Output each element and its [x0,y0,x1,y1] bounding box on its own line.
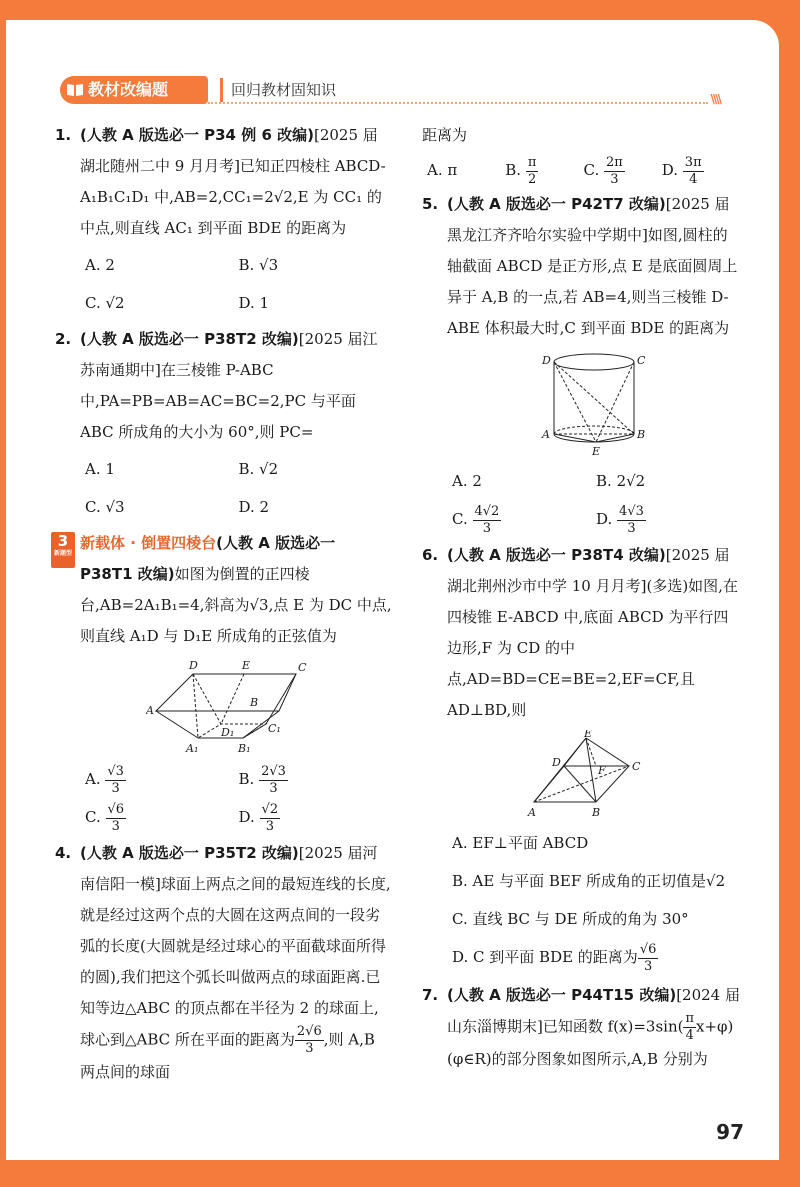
page-number: 97 [716,1120,744,1144]
option-letter: B. [238,770,255,788]
denominator: 3 [111,818,120,834]
options [447,824,740,976]
denominator: 3 [610,171,619,187]
option-d[interactable] [239,798,393,836]
fraction [473,504,502,537]
question-text: [2025 届河南信阳一模]球面上两点之间的最短连线的长度,就是经过这两个点的大圆在这两点间的一段劣弧的长度(大圆就是经过球心的平面截球面所得的圆),我们把这个弧长叫做两点的球面距离.已知等边△ABC 的顶点都在半径为 2 的球面上,球心到△ABC 所在平面的距离为 [80,844,391,1049]
badge-text: 新题型 [53,550,72,557]
fraction [295,1024,324,1057]
option-letter: B. [596,472,612,490]
question-text: 如图为倒置的正四棱台,AB=2A₁B₁=4,斜高为√3,点 E 为 DC 中点,则直线 A₁D 与 D₁E 所成角的正弦值为 [80,565,392,645]
fraction [617,504,646,537]
denominator: 3 [627,520,636,536]
question-4-continued [422,120,740,189]
options [80,760,392,836]
question-text-cont: ,则 A,B 两点间的球面 [80,1030,375,1081]
option-c[interactable] [85,798,239,836]
option-d[interactable]: D. 1 [238,294,270,312]
numerator: π [685,1011,695,1026]
fig-label: A [527,806,536,819]
question-3 [55,528,392,836]
question-4 [55,838,392,1088]
cylinder-figure [534,348,654,458]
numerator: 2√3 [261,763,286,779]
section-subtitle: 回归教材固知识 [220,78,336,102]
option-a[interactable] [452,462,596,500]
option-b[interactable]: B. AE 与平面 BEF 所成角的正切值是√2 [452,872,726,890]
option-letter: C. [452,510,468,528]
numerator: 4√2 [474,503,500,519]
denominator: 3 [269,780,278,796]
question-source: (人教 A 版选必一 P35T2 改编) [80,844,299,862]
question-text: [2025 届江苏南通期中]在三棱锥 P-ABC 中,PA=PB=AB=AC=BC=2,PC 与平面 ABC 所成角的大小为 60°,则 PC= [80,330,378,441]
fig-label: C [298,661,307,674]
header-decoration: \\\\ [710,92,720,106]
fraction [638,942,659,975]
option-c[interactable] [452,500,596,538]
fraction [683,155,704,188]
numerator: √2 [261,801,279,817]
fig-label: C [631,760,640,773]
option-value: π [447,161,458,179]
question-number: 5. [422,195,439,213]
fraction [106,802,127,835]
option-letter: C. [583,161,600,179]
denominator: 4 [685,1028,694,1043]
fraction [105,764,126,797]
option-d[interactable]: D. 2 [238,498,270,516]
options [80,450,392,526]
left-column [55,120,392,1088]
question-tag: 新载体 · 倒置四棱台 [80,534,217,552]
option-c[interactable]: C. √3 [85,498,125,516]
fig-label: B₁ [238,742,251,755]
fig-label: E [591,445,600,458]
option-b[interactable] [505,151,583,189]
question-number: 2. [55,330,72,348]
section-header [60,76,720,104]
option-value: 2 [472,472,482,490]
fraction [604,155,625,188]
question-6 [422,540,740,976]
fig-label: D₁ [221,726,235,739]
option-a[interactable]: A. EF⊥平面 ABCD [452,834,589,852]
fig-label: E [242,659,251,672]
numerator: 3π [684,154,702,170]
book-icon [66,82,84,97]
numerator: √3 [107,763,124,779]
question-number: 1. [55,126,72,144]
numerator: 2π [606,154,623,170]
denominator: 3 [305,1041,314,1056]
question-1 [55,120,392,322]
option-letter: D. [661,161,679,179]
question-text-cont: 距离为 [422,126,468,144]
option-d[interactable] [596,500,740,538]
fig-label: A [146,704,154,717]
fig-label: A [541,428,550,441]
option-b[interactable] [239,760,393,798]
question-number: 4. [55,844,72,862]
option-letter: B. [505,161,522,179]
fig-label: E [583,730,592,740]
option-a[interactable] [427,151,505,189]
option-b[interactable]: B. √3 [238,256,279,274]
option-letter: D. [238,808,255,826]
fig-label: D [189,659,198,672]
numerator: π [527,154,537,170]
option-a[interactable]: A. 1 [85,460,115,478]
question-number: 7. [422,986,439,1004]
option-d[interactable] [662,151,740,189]
options [80,246,392,322]
fig-label: D [551,756,561,769]
option-c[interactable]: C. √2 [85,294,125,312]
fig-label: C₁ [268,722,281,735]
new-type-badge [51,532,75,568]
option-d[interactable] [452,938,740,976]
section-title-badge [60,76,208,104]
header-divider [208,102,708,104]
numerator: 4√3 [619,503,644,519]
question-text: [2024 届山东淄博期末]已知函数 f(x)=3sin( [447,986,740,1036]
fig-label: B [250,696,259,709]
question-source: (人教 A 版选必一 P34 例 6 改编) [80,126,314,144]
options [447,462,740,538]
option-a[interactable] [85,760,239,798]
denominator: 3 [111,780,120,796]
question-text: [2025 届湖北随州二中 9 月月考]已知正四棱柱 ABCD-A₁B₁C₁D₁ 中,AB=2,CC₁=2√2,E 为 CC₁ 的中点,则直线 AC₁ 到平面 BDE 的距离为 [80,126,386,237]
frustum-figure [146,656,326,756]
fraction [526,155,539,188]
numerator: √6 [107,801,125,817]
fig-label: A₁ [186,742,199,755]
badge-number: 3 [57,532,69,550]
fraction [260,802,281,835]
question-5 [422,189,740,538]
question-source: (人教 A 版选必一 P42T7 改编) [447,195,666,213]
option-a[interactable]: A. 2 [85,256,115,274]
question-source: (人教 A 版选必一 P38T2 改编) [80,330,299,348]
fig-label: C [636,354,645,367]
question-text-cont: x+φ)(φ∈R)的部分图象如图所示,A,B 分别为 [447,1017,734,1068]
question-number: 6. [422,546,439,564]
fig-label: F [597,764,606,777]
option-b[interactable] [596,462,740,500]
question-text: [2025 届黑龙江齐齐哈尔实验中学期中]如图,圆柱的轴截面 ABCD 是正方形,点 E 是底面圆周上异于 A,B 的一点,若 AB=4,则当三棱锥 D-ABE 体积最大时,C 到平面 BDE 的距离为 [447,195,738,337]
option-letter: A. [427,161,443,179]
denominator: 2 [527,171,537,187]
fig-label: B [636,428,645,441]
fig-label: D [541,354,551,367]
denominator: 3 [482,520,492,536]
question-source: (人教 A 版选必一 P38T4 改编) [447,546,666,564]
option-c[interactable]: C. 直线 BC 与 DE 所成的角为 30° [452,910,689,928]
question-source: (人教 A 版选必一 P44T15 改编) [447,986,677,1004]
fraction [259,764,288,797]
pyramid-figure [524,730,664,820]
denominator: 3 [265,818,274,834]
denominator: 4 [689,171,698,187]
numerator: √6 [639,941,657,957]
option-b[interactable]: B. √2 [238,460,279,478]
question-source: (人教 A 版选必一 P38T1 改编) [80,534,336,583]
denominator: 3 [643,958,653,974]
option-letter: A. [85,770,101,788]
option-letter: C. [85,808,101,826]
options [422,151,740,189]
numerator: 2√6 [296,1024,322,1039]
option-letter: A. [452,472,468,490]
option-c[interactable] [584,151,662,189]
question-7 [422,980,740,1075]
fraction [683,1011,696,1044]
option-value: 2√2 [616,472,646,490]
section-title: 教材改编题 [88,80,169,99]
right-column [422,120,740,1075]
option-letter: D. [596,510,613,528]
question-2 [55,324,392,526]
option-text: D. C 到平面 BDE 的距离为 [452,948,638,966]
question-text: [2025 届湖北荆州沙市中学 10 月月考](多选)如图,在四棱锥 E-ABCD 中,底面 ABCD 为平行四边形,F 为 CD 的中点,AD=BD=CE=BE=2,EF=CF,且 AD⊥BD,则 [447,546,738,719]
fig-label: B [591,806,600,819]
